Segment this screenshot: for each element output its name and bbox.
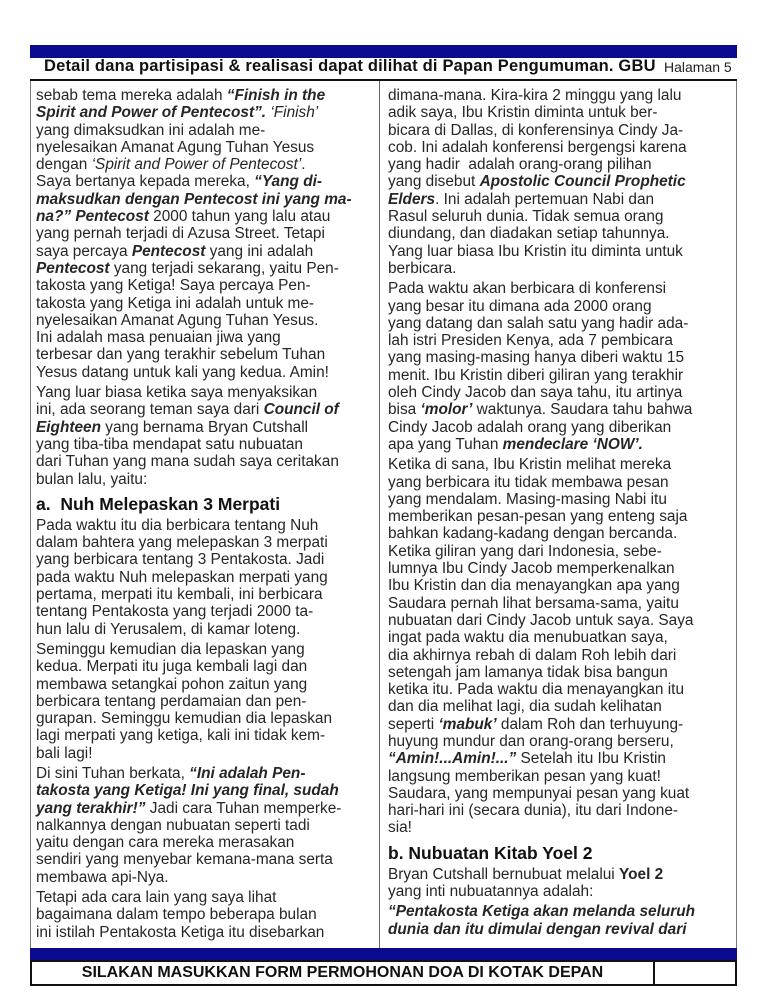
text-line — [388, 681, 733, 698]
text-line — [388, 474, 733, 491]
text-line — [388, 419, 733, 436]
text-run: waktunya. Saudara tahu bahwa — [472, 401, 693, 419]
text-run: Ketika di sana, Ibu Kristin melihat mereka — [388, 456, 672, 474]
text-line — [388, 191, 733, 208]
text-run: . Ini adalah pertemuan Nabi dan — [435, 190, 655, 208]
section-heading — [36, 494, 376, 514]
text-run: Yesus datang untuk kali yang kedua. Amin! — [36, 363, 329, 381]
text-run: hari-hari ini (secara dunia), itu dari Indone- — [388, 802, 679, 820]
text-line — [388, 122, 733, 139]
text-run: Council of — [263, 401, 339, 419]
text-run: bahkan kadang-kadang dengan bercanda. — [388, 525, 678, 543]
text-line — [388, 367, 733, 384]
text-line — [36, 924, 376, 941]
text-line — [36, 906, 376, 923]
text-run: na?” Pentecost — [36, 208, 149, 226]
text-run: yang pernah terjadi di Azusa Street. Tetapi — [36, 225, 325, 243]
text-run: Tetapi ada cara lain yang saya lihat — [36, 889, 277, 907]
text-run: 2000 tahun yang lalu atau — [148, 208, 331, 226]
paragraph — [36, 765, 376, 886]
text-line — [36, 494, 376, 514]
paragraph — [36, 889, 376, 941]
text-run: ‘Finish’ — [270, 104, 319, 122]
text-run: bali lagi! — [36, 744, 93, 762]
text-run: Di sini Tuhan berkata, — [36, 764, 190, 782]
paragraph — [388, 280, 733, 453]
text-run: takosta yang Ketiga ini adalah untuk me- — [36, 294, 315, 312]
text-run: ‘Spirit and Power of Pentecost’ — [91, 156, 302, 174]
text-run: takosta yang Ketiga! Ini yang final, sudah — [36, 782, 339, 800]
text-run: diundang, dan diadakan setiap tahunnya. — [388, 225, 670, 243]
footer-empty-cell — [655, 962, 735, 984]
text-line — [388, 716, 733, 733]
text-run: yang ini adalah — [205, 242, 314, 260]
text-line — [388, 883, 733, 900]
text-run: Saudara, yang mempunyai pesan yang kuat — [388, 784, 690, 802]
text-line — [36, 419, 376, 436]
text-run: Pada waktu akan berbicara di konferensi — [388, 280, 667, 298]
text-line — [388, 664, 733, 681]
footer-banner — [30, 960, 737, 986]
text-run: “Finish in the — [226, 87, 326, 104]
text-run: adik saya, Ibu Kristin diminta untuk ber- — [388, 104, 658, 122]
text-line — [36, 851, 376, 868]
text-line — [36, 364, 376, 381]
footer-text-cell — [32, 962, 655, 984]
text-line — [388, 508, 733, 525]
text-run: Ketika giliran yang dari Indonesia, sebe- — [388, 542, 662, 560]
text-line — [388, 768, 733, 785]
text-run: dari Tuhan yang mana sudah saya ceritakan — [36, 453, 339, 471]
text-line — [388, 156, 733, 173]
text-run: Seminggu kemudian dia lepaskan yang — [36, 640, 305, 658]
text-line — [36, 346, 376, 363]
text-run: maksudkan dengan Pentecost ini yang ma- — [36, 190, 352, 208]
text-line — [36, 782, 376, 799]
text-line — [388, 332, 733, 349]
text-line — [36, 329, 376, 346]
text-run: sebab tema mereka adalah — [36, 87, 227, 104]
text-run: Spirit and Power of Pentecost”. — [36, 104, 271, 122]
text-line — [388, 802, 733, 819]
text-line — [36, 87, 376, 104]
text-run: berbicara tentang perdamaian dan pen- — [36, 692, 307, 710]
paragraph — [388, 903, 733, 938]
text-line — [36, 260, 376, 277]
text-run: saya percaya — [36, 242, 132, 260]
text-run: apa yang Tuhan — [388, 435, 503, 453]
text-line — [388, 436, 733, 453]
text-line — [36, 471, 376, 488]
text-run: yang disebut — [388, 173, 480, 191]
text-run: bisa — [388, 401, 421, 419]
text-line — [36, 295, 376, 312]
text-line — [36, 191, 376, 208]
text-run: yaitu dengan cara mereka merasakan — [36, 834, 295, 852]
text-run: yang mendalam. Masing-masing Nabi itu — [388, 490, 667, 508]
paragraph — [388, 456, 733, 837]
text-line — [388, 698, 733, 715]
text-line — [36, 312, 376, 329]
text-line — [388, 843, 733, 863]
text-line — [36, 453, 376, 470]
text-line — [388, 298, 733, 315]
text-run: “Yang di- — [254, 173, 323, 191]
text-run: yang terakhir!” — [36, 799, 146, 817]
text-run: dengan — [36, 156, 92, 174]
page-number: Halaman 5 — [664, 59, 732, 75]
text-run: Pada waktu itu dia berbicara tentang Nuh — [36, 516, 319, 534]
text-run: Ibu Kristin dan dia menayangkan apa yang — [388, 577, 680, 595]
text-run: yang terjadi sekarang, yaitu Pen- — [109, 259, 339, 277]
text-run: seperti — [388, 715, 439, 733]
text-line — [36, 122, 376, 139]
text-line — [388, 260, 733, 277]
text-run: berbicara. — [388, 259, 457, 277]
text-run: Cindy Jacob adalah orang yang diberikan — [388, 418, 672, 436]
text-run: menit. Ibu Kristin diberi giliran yang terakhir — [388, 366, 684, 384]
text-run: nyelesaikan Amanat Agung Tuhan Yesus. — [36, 311, 319, 329]
text-line — [36, 676, 376, 693]
text-line — [36, 889, 376, 906]
text-line — [388, 903, 733, 920]
text-line — [36, 765, 376, 782]
text-run: nyelesaikan Amanat Agung Tuhan Yesus — [36, 138, 315, 156]
text-line — [36, 710, 376, 727]
text-line — [36, 243, 376, 260]
text-run: ini, ada seorang teman saya dari — [36, 401, 264, 419]
text-run: takosta yang Ketiga! Saya percaya Pen- — [36, 277, 311, 295]
text-line — [388, 647, 733, 664]
text-run: dalam bahtera yang melepaskan 3 merpati — [36, 534, 328, 552]
text-run: yang berbicara tentang 3 Pentakosta. Jadi — [36, 551, 325, 569]
header-title: Detail dana partisipasi & realisasi dapat dilihat di Papan Pengumuman. GBU — [44, 57, 656, 75]
text-line — [388, 173, 733, 190]
text-run: lumnya Ibu Cindy Jacob memperkenalkan — [388, 560, 675, 578]
text-line — [388, 866, 733, 883]
text-run: pada waktu Nuh melepaskan merpati yang — [36, 568, 328, 586]
text-run: tentang Pentakosta yang terjadi 2000 ta- — [36, 603, 314, 621]
text-run: kedua. Merpati itu juga kembali lagi dan — [36, 658, 308, 676]
text-line — [36, 745, 376, 762]
text-line — [36, 384, 376, 401]
article-body — [30, 81, 737, 948]
text-run: dunia dan itu dimulai dengan revival dari — [388, 920, 687, 938]
text-run: Saya bertanya kepada mereka, — [36, 173, 255, 191]
text-line — [388, 456, 733, 473]
text-run: dia akhirnya rebah di dalam Roh lebih dari — [388, 646, 677, 664]
text-line — [36, 693, 376, 710]
text-line — [36, 139, 376, 156]
text-run: Pentecost — [36, 259, 110, 277]
text-run: Rasul seluruh dunia. Tidak semua orang — [388, 208, 664, 226]
text-run: yang dimaksudkan ini adalah me- — [36, 121, 266, 139]
text-run: membawa api-Nya. — [36, 868, 169, 886]
text-run: lagi merpati yang ketiga, kali ini tidak kem- — [36, 727, 326, 745]
text-line — [36, 603, 376, 620]
text-run: Elders — [388, 190, 436, 208]
text-line — [388, 139, 733, 156]
text-run: membawa setangkai pohon zaitun yang — [36, 675, 308, 693]
text-run: Jadi cara Tuhan memperke- — [145, 799, 342, 817]
text-run: yang hadir adalah orang-orang pilihan — [388, 156, 652, 174]
text-run: b. Nubuatan Kitab Yoel 2 — [388, 842, 593, 863]
text-line — [36, 401, 376, 418]
text-run: dan dia melihat lagi, dia sudah kelihatan — [388, 698, 662, 716]
text-run: Setelah itu Ibu Kristin — [520, 750, 666, 768]
text-line — [36, 534, 376, 551]
paragraph — [36, 641, 376, 762]
text-line — [36, 727, 376, 744]
text-run: yang tiba-tiba mendapat satu nubuatan — [36, 435, 303, 453]
text-run: “Amin!...Amin!...” — [388, 750, 521, 768]
text-run: ‘molor’ — [420, 401, 473, 419]
text-run: Yang luar biasa Ibu Kristin itu diminta untuk — [388, 242, 683, 260]
text-line — [36, 104, 376, 121]
text-line — [36, 817, 376, 834]
text-run: yang masing-masing hanya diberi waktu 15 — [388, 349, 685, 367]
paragraph — [36, 517, 376, 638]
text-run: Saudara pernah lihat bersama-sama, yaitu — [388, 594, 679, 612]
text-run: yang besar itu dimana ada 2000 orang — [388, 297, 652, 315]
text-line — [36, 586, 376, 603]
section-heading — [388, 843, 733, 863]
text-line — [388, 225, 733, 242]
text-run: yang inti nubuatannya adalah: — [388, 883, 594, 901]
text-line — [388, 315, 733, 332]
text-run: Apostolic Council Prophetic — [479, 173, 686, 191]
text-run: pertama, merpati itu kembali, ini berbicara — [36, 586, 323, 604]
paragraph — [36, 87, 376, 381]
text-line — [388, 349, 733, 366]
text-line — [388, 629, 733, 646]
text-run: Ini adalah masa penuaian jiwa yang — [36, 329, 281, 347]
text-run: yang bernama Bryan Cutshall — [101, 418, 309, 436]
text-line — [36, 517, 376, 534]
text-run: mendeclare ‘NOW’. — [502, 435, 643, 453]
text-line — [388, 921, 733, 938]
text-line — [388, 280, 733, 297]
text-run: dalam Roh dan terhuyung- — [496, 715, 684, 733]
text-line — [388, 595, 733, 612]
text-line — [36, 569, 376, 586]
text-run: bicara di Dallas, di konferensinya Cindy Ja- — [388, 121, 684, 139]
text-line — [388, 208, 733, 225]
text-run: nubuatan dari Cindy Jacob untuk saya. Saya — [388, 611, 694, 629]
text-line — [36, 800, 376, 817]
text-line — [388, 384, 733, 401]
text-line — [388, 525, 733, 542]
text-run: gurapan. Seminggu kemudian dia lepaskan — [36, 710, 333, 728]
text-line — [388, 491, 733, 508]
text-line — [36, 277, 376, 294]
text-run: bagaimana dalam tempo beberapa bulan — [36, 906, 317, 924]
text-run: langsung memberikan pesan yang kuat! — [388, 767, 661, 785]
text-run: a. Nuh Melepaskan 3 Merpati — [36, 493, 281, 514]
text-run: lah istri Presiden Kenya, ada 7 pembicara — [388, 332, 673, 350]
text-run: dimana-mana. Kira-kira 2 minggu yang lalu — [388, 87, 682, 104]
paragraph — [388, 866, 733, 901]
text-run: sia! — [388, 819, 412, 837]
text-line — [36, 869, 376, 886]
text-run: hun lalu di Yerusalem, di kamar loteng. — [36, 620, 301, 638]
text-run: Yoel 2 — [619, 865, 664, 883]
text-run: terbesar dan yang terakhir sebelum Tuhan — [36, 346, 326, 364]
text-line — [388, 819, 733, 836]
text-line — [36, 621, 376, 638]
text-run: bulan lalu, yaitu: — [36, 470, 148, 488]
footer-text: SILAKAN MASUKKAN FORM PERMOHONAN DOA DI KOTAK DEPAN — [81, 964, 604, 981]
text-run: Eighteen — [36, 418, 101, 436]
text-run: Pentecost — [131, 242, 206, 260]
text-line — [388, 401, 733, 418]
text-run: oleh Cindy Jacob dan saya tahu, itu artinya — [388, 384, 683, 402]
text-line — [36, 436, 376, 453]
paragraph — [388, 87, 733, 277]
text-run: yang berbicara itu tidak membawa pesan — [388, 473, 669, 491]
text-run: “Pentakosta Ketiga akan melanda seluruh — [388, 903, 696, 921]
text-run: “Ini adalah Pen- — [189, 764, 306, 782]
text-line — [388, 577, 733, 594]
text-line — [388, 104, 733, 121]
text-run: Bryan Cutshall bernubuat melalui — [388, 865, 619, 883]
text-run: sendiri yang menyebar kemana-mana serta — [36, 851, 333, 869]
text-run: setengah jam lamanya tidak bisa bangun — [388, 663, 668, 681]
text-line — [388, 733, 733, 750]
text-line — [36, 641, 376, 658]
text-run: ingat pada waktu dia menubuatkan saya, — [388, 629, 668, 647]
text-line — [388, 560, 733, 577]
text-line — [388, 750, 733, 767]
text-line — [36, 225, 376, 242]
text-line — [36, 551, 376, 568]
text-run: ‘mabuk’ — [438, 715, 497, 733]
text-run: yang datang dan salah satu yang hadir ada- — [388, 314, 689, 332]
text-run: huyung mundur dan orang-orang berseru, — [388, 732, 674, 750]
text-run: ketika itu. Pada waktu dia menayangkan itu — [388, 681, 685, 699]
text-line — [388, 612, 733, 629]
text-line — [36, 156, 376, 173]
text-line — [36, 208, 376, 225]
bottom-navy-bar — [30, 948, 737, 960]
right-column — [380, 81, 736, 948]
text-line — [36, 834, 376, 851]
text-line — [36, 173, 376, 190]
text-line — [388, 87, 733, 104]
paragraph — [36, 384, 376, 488]
text-line — [36, 658, 376, 675]
text-line — [388, 543, 733, 560]
text-line — [388, 785, 733, 802]
text-line — [388, 243, 733, 260]
text-run: Yang luar biasa ketika saya menyaksikan — [36, 384, 318, 402]
text-run: memberikan pesan-pesan yang enteng saja — [388, 508, 688, 526]
text-run: nalkannya dengan nubuatan seperti tadi — [36, 816, 310, 834]
text-run: ini istilah Pentakosta Ketiga itu disebarkan — [36, 923, 325, 941]
text-run: cob. Ini adalah konferensi bergengsi karena — [388, 138, 687, 156]
text-run: . — [301, 156, 306, 174]
left-column — [31, 81, 380, 948]
